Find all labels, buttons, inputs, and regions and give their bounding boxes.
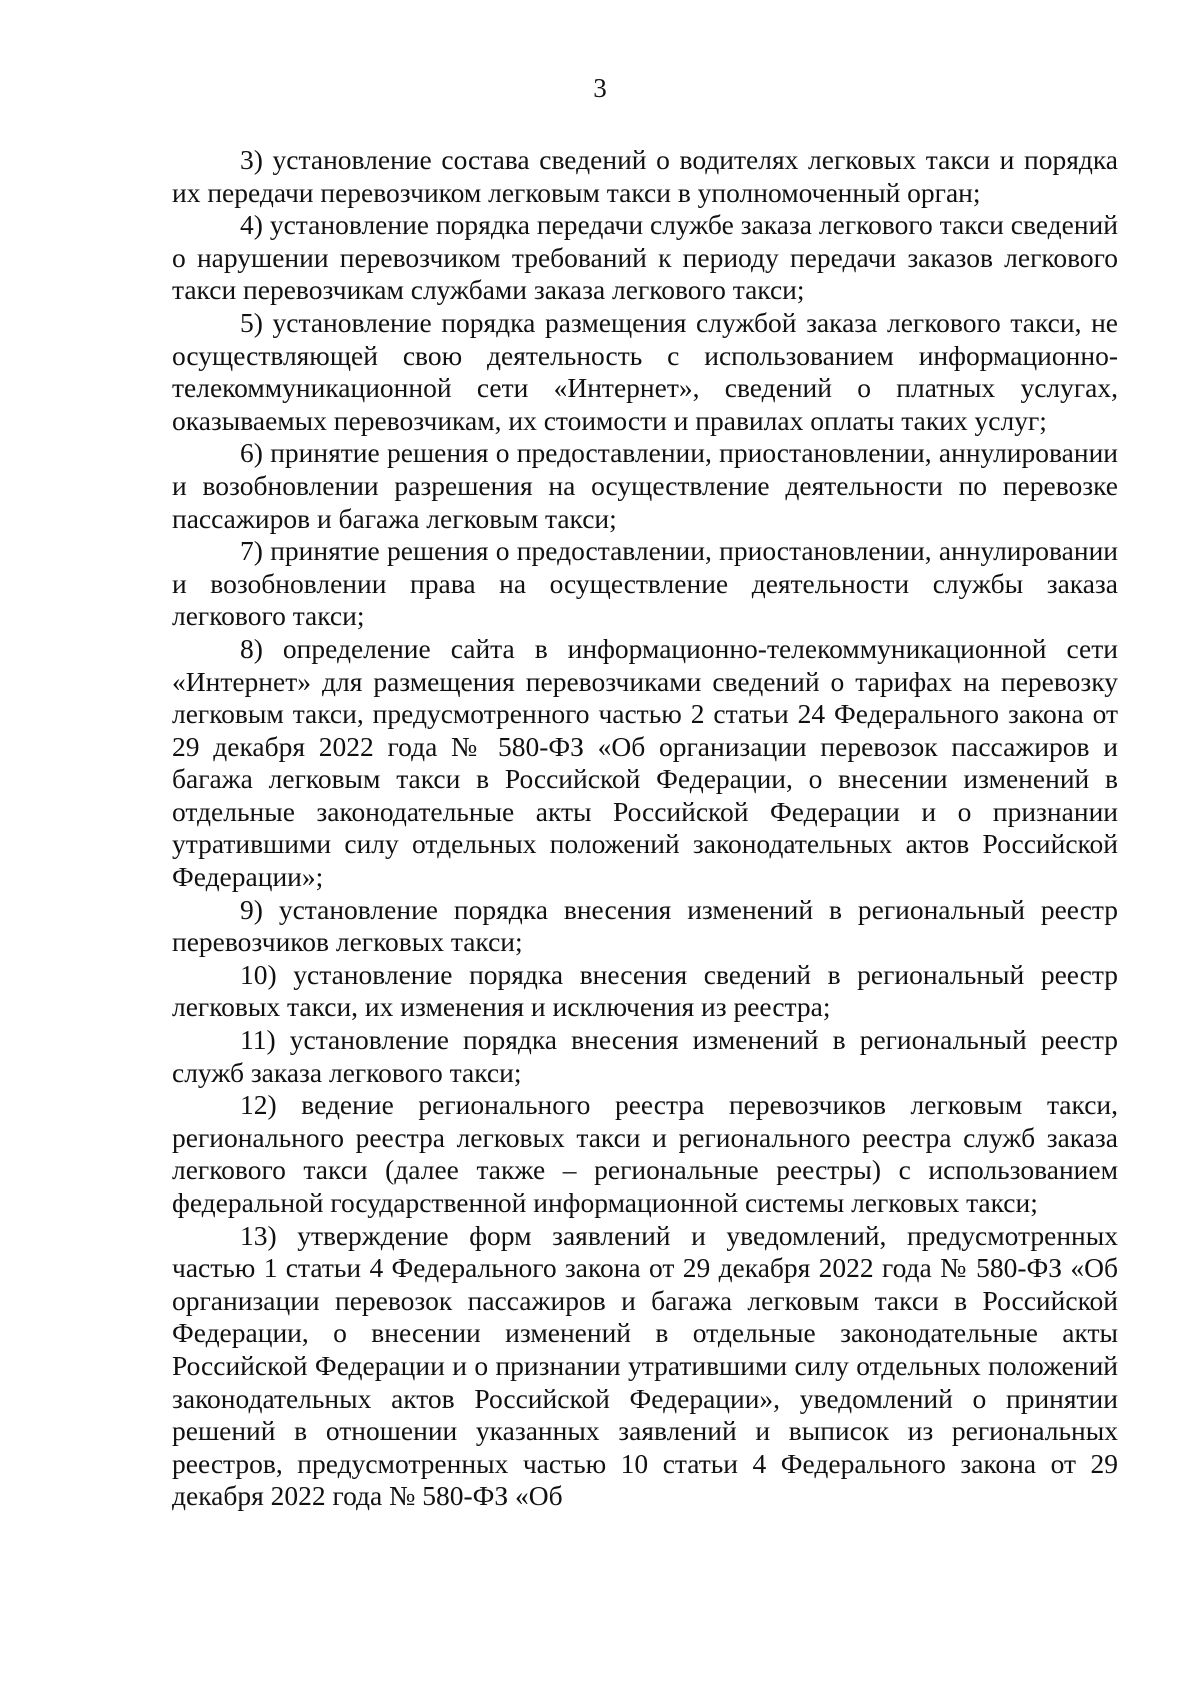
- paragraph-item-9: 9) установление порядка внесения изменений в региональный реестр перевозчиков легковых такси;: [172, 893, 1118, 958]
- paragraph-item-12: 12) ведение регионального реестра перевозчиков легковым такси, регионального реестра легковых такси и регионального реестра служб заказа легкового такси (далее также – региональные реестры) с использованием федеральной государственной информационной системы легковых такси;: [172, 1089, 1118, 1218]
- paragraph-item-5: 5) установление порядка размещения службой заказа легкового такси, не осуществляющей свою деятельность с использованием информационно-телекоммуникационной сети «Интернет», сведений о платных услугах, оказываемых перевозчикам, их стоимости и правилах оплаты таких услуг;: [172, 306, 1118, 436]
- paragraph-item-4: 4) установление порядка передачи службе заказа легкового такси сведений о нарушении перевозчиком требований к периоду передачи заказов легкового такси перевозчикам службами заказа легкового такси;: [172, 209, 1118, 306]
- paragraph-item-13: 13) утверждение форм заявлений и уведомлений, предусмотренных частью 1 статьи 4 Федерального закона от 29 декабря 2022 года № 580-ФЗ «Об организации перевозок пассажиров и багажа легковым такси в Российской Федерации, о внесении изменений в отдельные законодательные акты Российской Федерации и о признании утратившими силу отдельных положений законодательных актов Российской Федерации», уведомлений о принятии решений в отношении указанных заявлений и выписок из региональных реестров, предусмотренных частью 10 статьи 4 Федерального закона от 29 декабря 2022 года № 580-ФЗ «Об: [172, 1219, 1118, 1512]
- document-body: [172, 144, 1118, 1513]
- paragraph-item-11: 11) установление порядка внесения изменений в региональный реестр служб заказа легкового такси;: [172, 1024, 1118, 1088]
- page-number: 3: [593, 73, 607, 103]
- paragraph-item-6: 6) принятие решения о предоставлении, приостановлении, аннулировании и возобновлении разрешения на осуществление деятельности по перевозке пассажиров и багажа легковым такси;: [172, 437, 1118, 534]
- paragraph-item-7: 7) принятие решения о предоставлении, приостановлении, аннулировании и возобновлении права на осуществление деятельности службы заказа легкового такси;: [172, 535, 1118, 632]
- paragraph-item-3: 3) установление состава сведений о водителях легковых такси и порядка их передачи перевозчиком легковым такси в уполномоченный орган;: [172, 144, 1118, 208]
- paragraph-item-8: 8) определение сайта в информационно-телекоммуникационной сети «Интернет» для размещения перевозчиками сведений о тарифах на перевозку легковым такси, предусмотренного частью 2 статьи 24 Федерального закона от 29 декабря 2022 года № 580-ФЗ «Об организации перевозок пассажиров и багажа легковым такси в Российской Федерации, о внесении изменений в отдельные законодательные акты Российской Федерации и о признании утратившими силу отдельных положений законодательных актов Российской Федерации»;: [172, 632, 1118, 893]
- paragraph-item-10: 10) установление порядка внесения сведений в региональный реестр легковых такси, их изменения и исключения из реестра;: [172, 958, 1118, 1023]
